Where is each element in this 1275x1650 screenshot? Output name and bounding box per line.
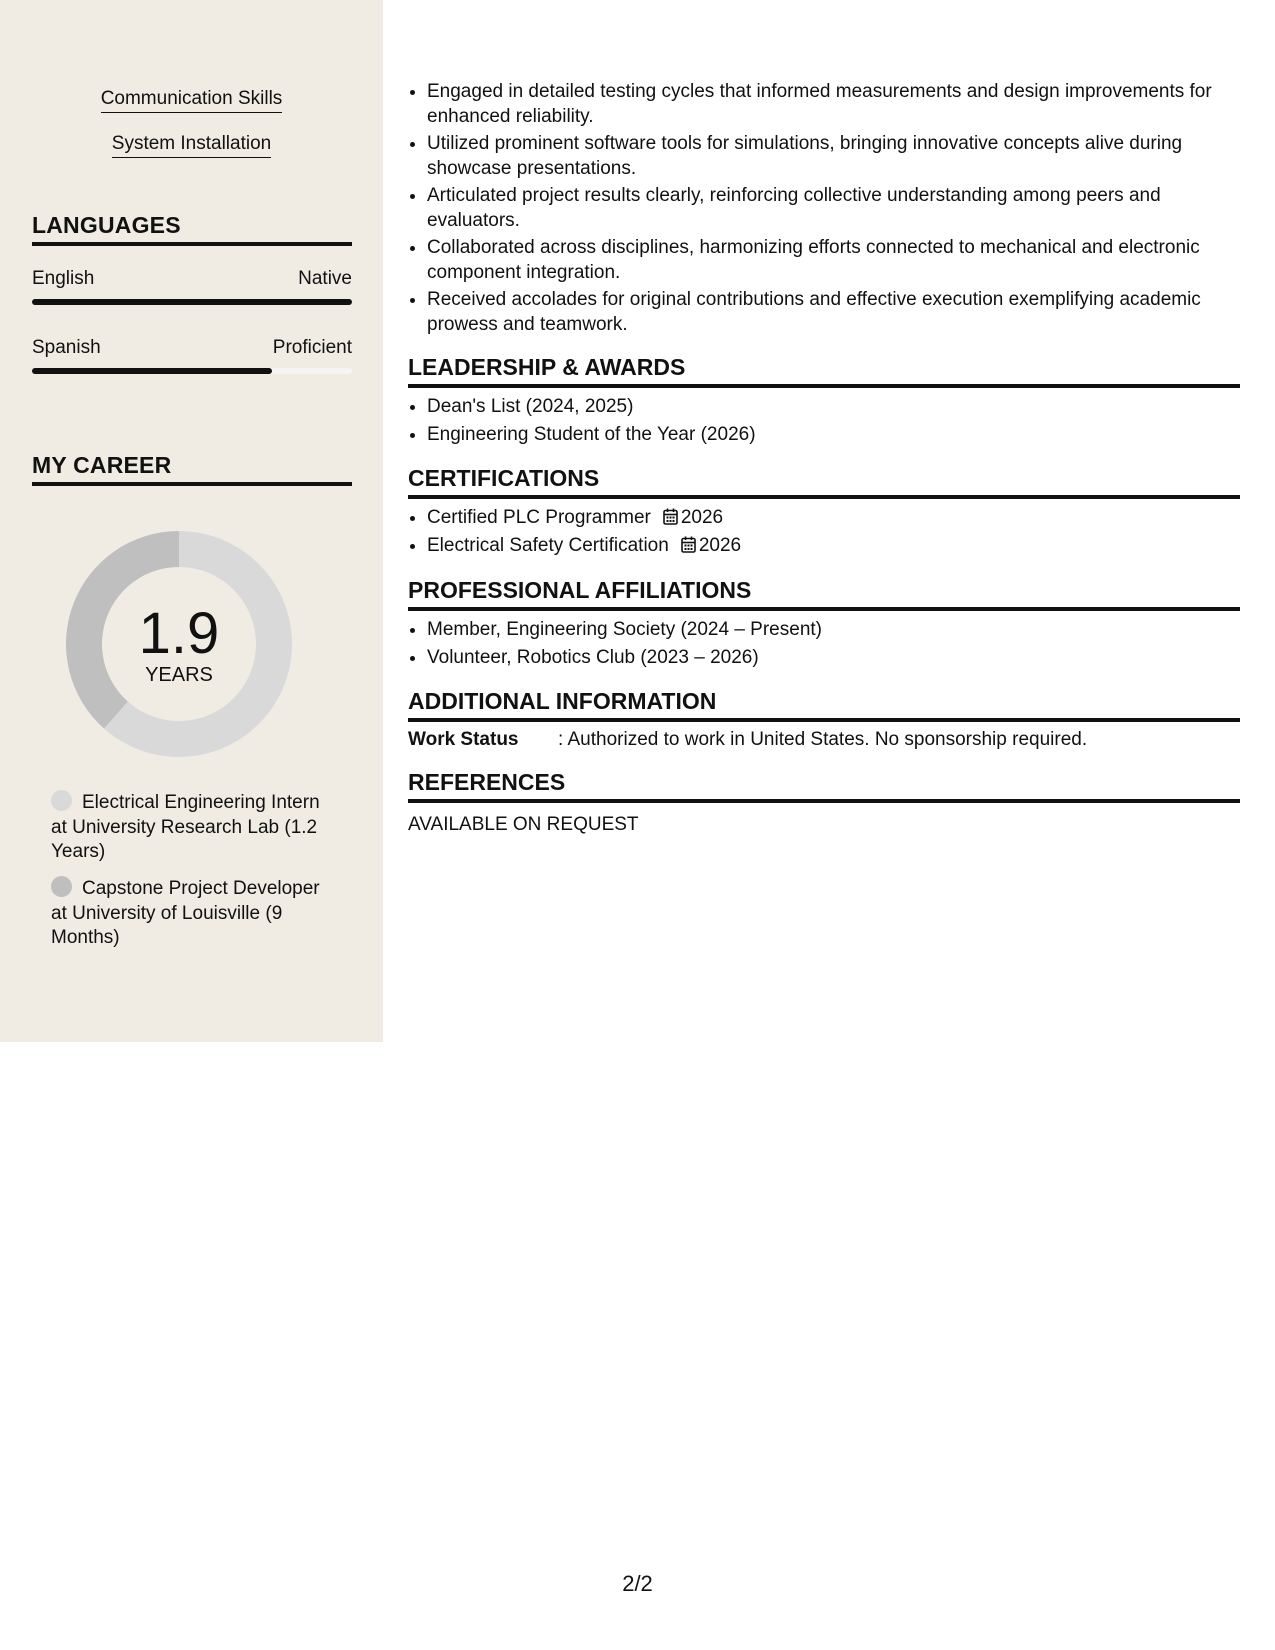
legend-dot <box>51 876 72 897</box>
references-heading: REFERENCES <box>408 769 566 795</box>
leadership-heading: LEADERSHIP & AWARDS <box>408 354 686 380</box>
leadership-item: • Dean's List (2024, 2025) <box>427 395 1240 420</box>
language-bar <box>32 368 352 374</box>
additional-info-heading: ADDITIONAL INFORMATION <box>408 688 717 714</box>
experience-bullet: • Received accolades for original contributions and effective execution exemplifying academic prowess and teamwork. <box>427 288 1240 337</box>
work-status-row <box>408 729 1087 751</box>
affiliations-list <box>408 618 1240 673</box>
work-status-label: Work Status <box>408 729 519 750</box>
language-row <box>32 268 352 290</box>
career-total-unit: YEARS <box>145 664 213 686</box>
certification-year: 2026 <box>698 534 742 556</box>
language-level: Native <box>298 268 352 289</box>
experience-bullet: • Utilized prominent software tools for simulations, bringing innovative concepts alive during showcase presentations. <box>427 132 1240 181</box>
affiliation-item: • Volunteer, Robotics Club (2023 – 2026) <box>427 646 1240 671</box>
language-bar-fill <box>32 368 272 374</box>
language-name: Spanish <box>32 337 101 358</box>
references-text: AVAILABLE ON REQUEST <box>408 814 639 835</box>
career-legend-item: Electrical Engineering Intern at University Research Lab (1.2 Years) <box>51 792 320 862</box>
career-total-value: 1.9 <box>138 601 220 666</box>
languages-heading-rule <box>32 242 352 246</box>
legend-dot <box>51 790 72 811</box>
certifications-heading: CERTIFICATIONS <box>408 465 600 491</box>
certifications-list <box>408 506 1240 561</box>
leadership-heading-rule <box>408 384 1240 388</box>
affiliations-heading-rule <box>408 607 1240 611</box>
work-status-value: : Authorized to work in United States. No sponsorship required. <box>558 729 1088 750</box>
certification-item: • Electrical Safety Certification 2026 <box>427 534 1240 559</box>
career-legend-item: Capstone Project Developer at University of Louisville (9 Months) <box>51 878 320 948</box>
additional-info-heading-rule <box>408 718 1240 722</box>
experience-bullet: • Collaborated across disciplines, harmonizing efforts connected to mechanical and electronic component integration. <box>427 236 1240 285</box>
certifications-heading-rule <box>408 495 1240 499</box>
skill-item: System Installation <box>0 133 383 158</box>
calendar-icon <box>663 508 678 525</box>
page-number: 2/2 <box>622 1571 653 1596</box>
experience-bullet: • Engaged in detailed testing cycles that informed measurements and design improvements for enhanced reliability. <box>427 80 1240 129</box>
language-row <box>32 337 352 359</box>
calendar-icon <box>681 536 696 553</box>
affiliations-heading: PROFESSIONAL AFFILIATIONS <box>408 577 752 603</box>
language-name: English <box>32 268 95 289</box>
skill-item: Communication Skills <box>0 88 383 113</box>
experience-bullet: • Articulated project results clearly, reinforcing collective understanding among peers and evaluators. <box>427 184 1240 233</box>
experience-bullets <box>408 80 1240 340</box>
language-bar <box>32 299 352 305</box>
language-bar-fill <box>32 299 352 305</box>
affiliation-item: • Member, Engineering Society (2024 – Present) <box>427 618 1240 643</box>
leadership-list <box>408 395 1240 450</box>
career-heading-rule <box>32 482 352 486</box>
languages-heading: LANGUAGES <box>32 212 181 238</box>
language-level: Proficient <box>272 337 352 358</box>
references-heading-rule <box>408 799 1240 803</box>
career-heading: MY CAREER <box>32 452 172 478</box>
leadership-item: • Engineering Student of the Year (2026) <box>427 423 1240 448</box>
certification-item: • Certified PLC Programmer 2026 <box>427 506 1240 531</box>
certification-year: 2026 <box>680 507 724 528</box>
